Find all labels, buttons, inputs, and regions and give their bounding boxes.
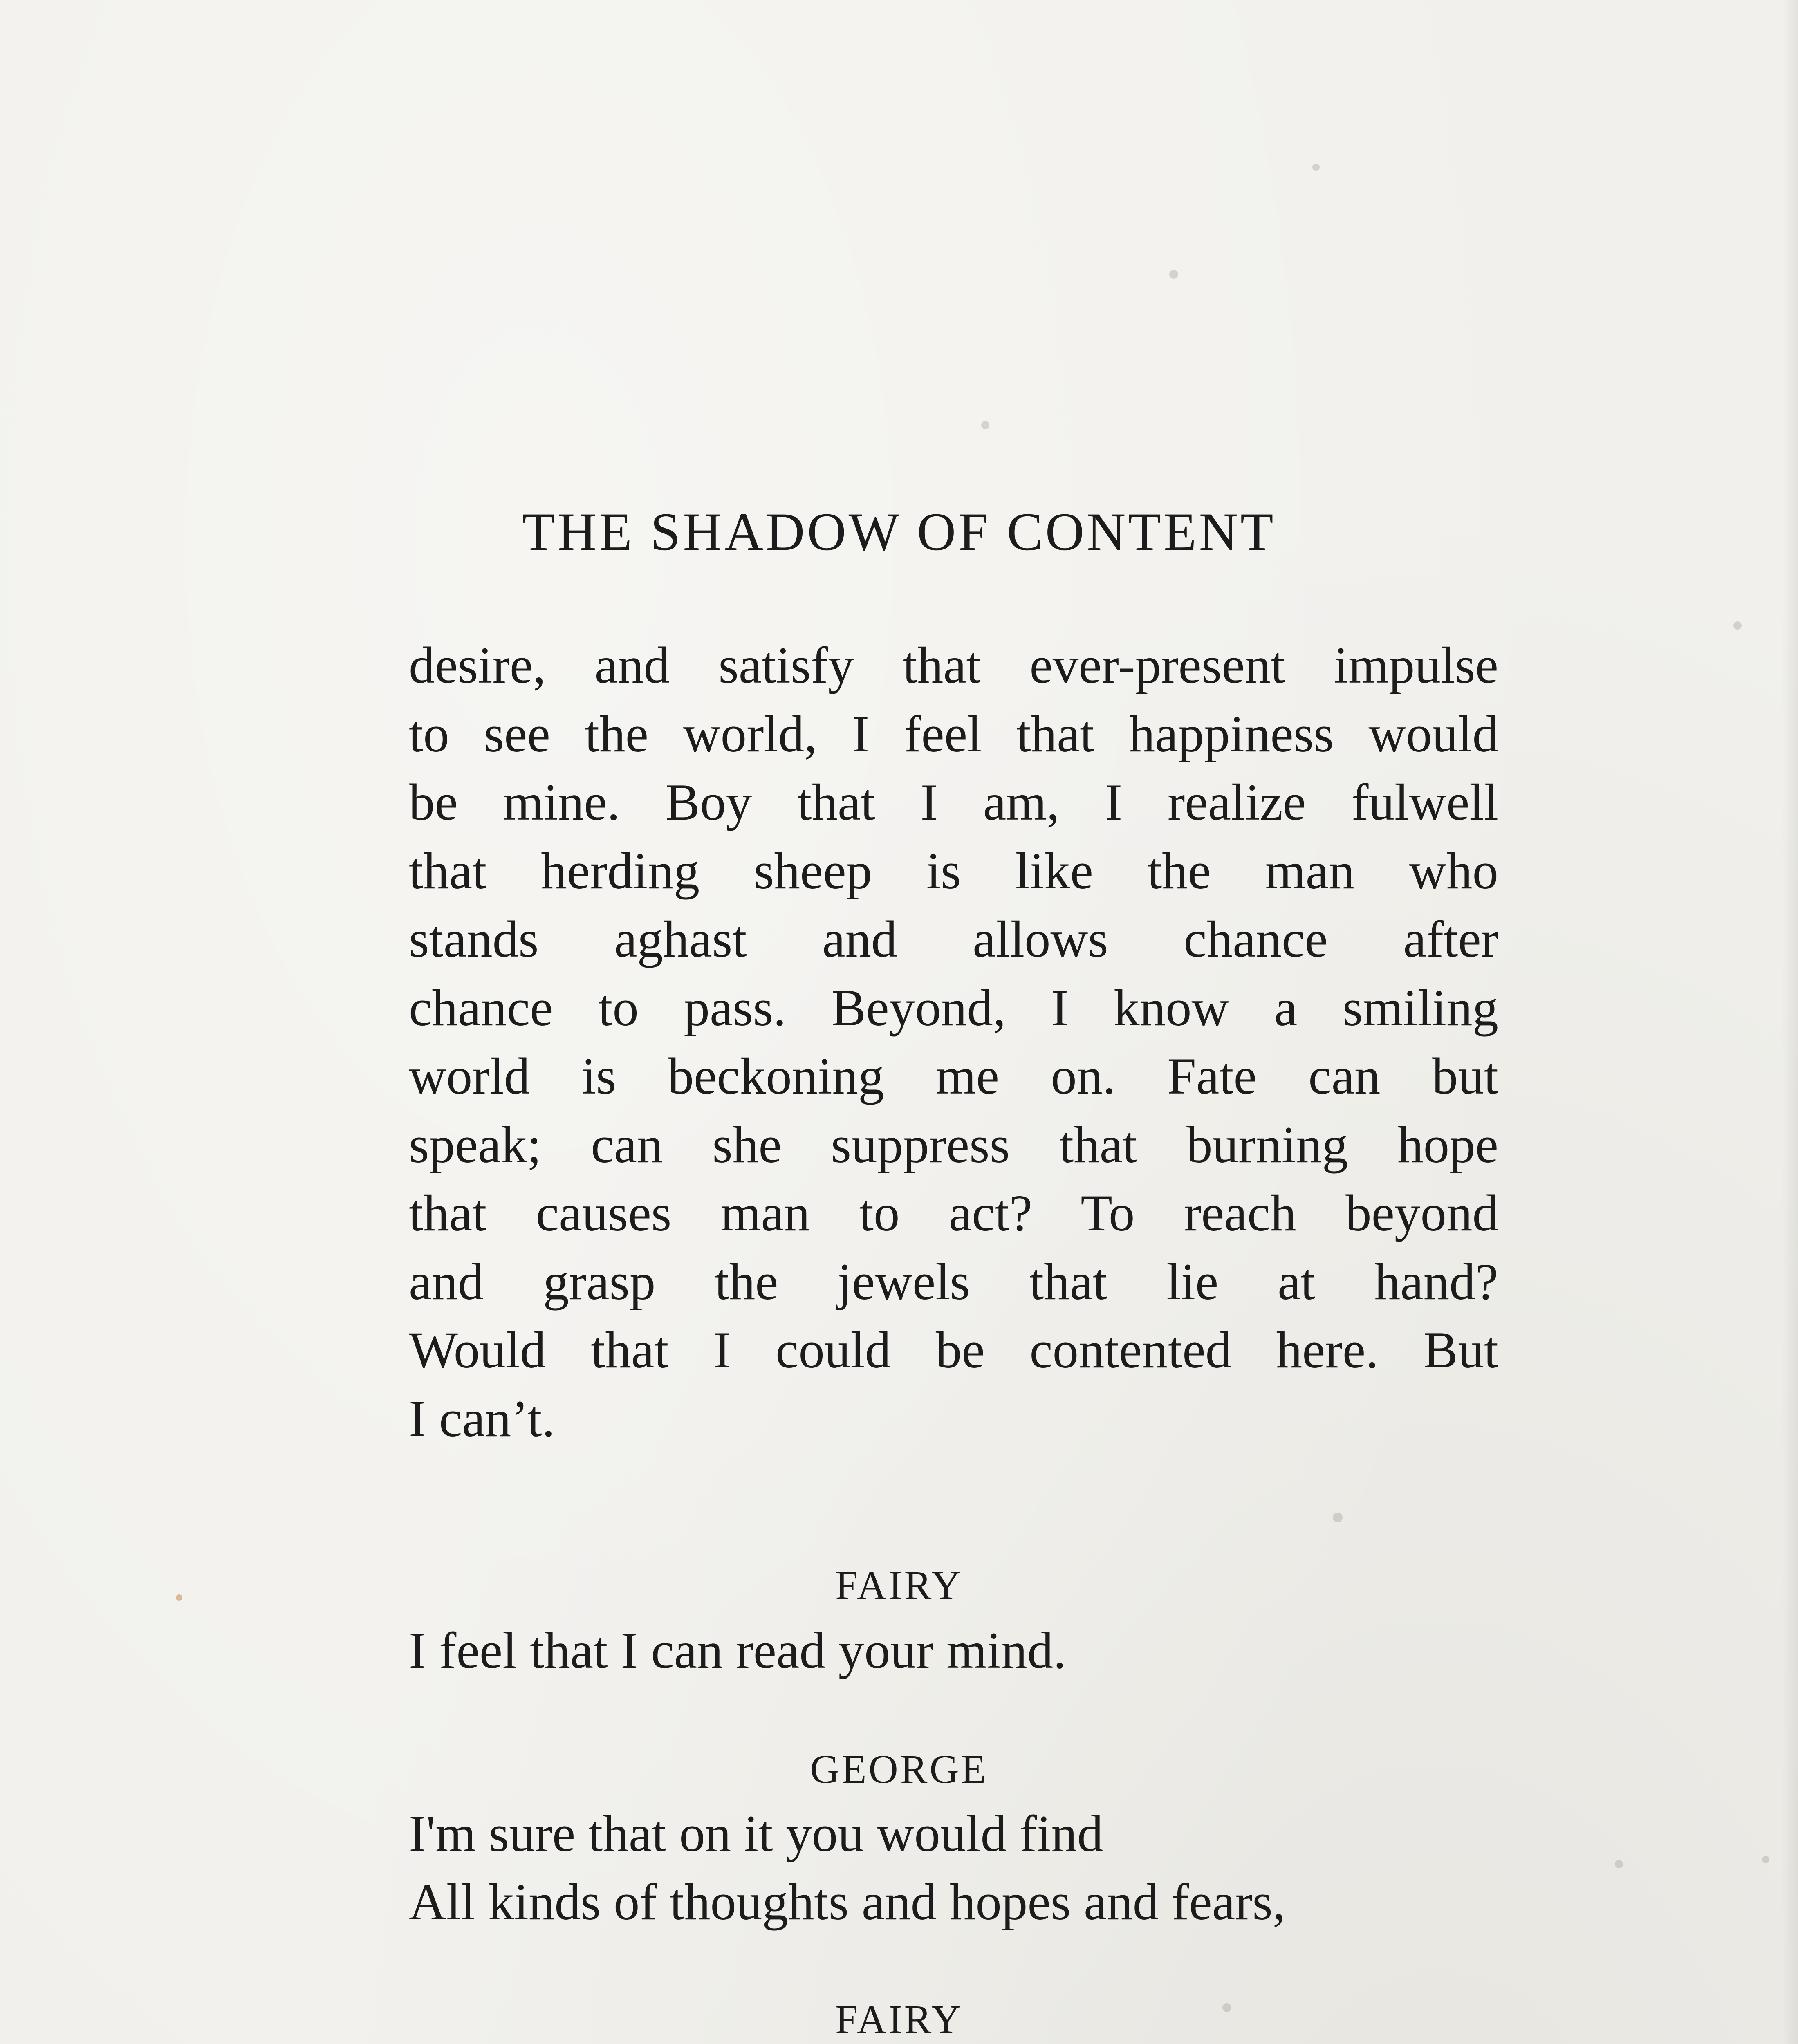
paper-speck <box>981 421 989 429</box>
body-text <box>409 632 1498 1453</box>
paragraph <box>409 632 1498 1453</box>
text-line: that herding sheep is like the man who <box>409 842 1498 900</box>
text-line: speak; can she suppress that burning hope <box>409 1116 1498 1174</box>
text-line: be mine. Boy that I am, I realize fulwell <box>409 774 1498 831</box>
page-edge-shadow <box>1782 0 1798 2044</box>
text-line: I can’t. <box>409 1390 555 1448</box>
paper-speck <box>1762 1856 1769 1863</box>
paper-speck <box>1615 1860 1623 1868</box>
dialogue-line: All kinds of thoughts and hopes and fears, <box>409 1874 1286 1931</box>
text-line: and grasp the jewels that lie at hand? <box>409 1253 1498 1311</box>
speaker-name-fairy: FAIRY <box>835 1997 963 2042</box>
text-line: Would that I could be contented here. But <box>409 1322 1498 1379</box>
text-line: chance to pass. Beyond, I know a smiling <box>409 979 1498 1037</box>
paper-speck <box>1333 1513 1343 1522</box>
text-line: that causes man to act? To reach beyond <box>409 1185 1498 1242</box>
running-head: THE SHADOW OF CONTENT <box>522 502 1276 562</box>
dialogue-line: I feel that I can read your mind. <box>409 1622 1066 1679</box>
text-line: desire, and satisfy that ever-present impulse <box>409 637 1498 694</box>
paper-speck <box>1733 621 1742 630</box>
speaker-name-fairy: FAIRY <box>835 1562 963 1608</box>
text-line: stands aghast and allows chance after <box>409 911 1498 968</box>
paper-speck <box>1312 164 1320 171</box>
dialogue-line: I'm sure that on it you would find <box>409 1805 1103 1862</box>
text-line: to see the world, I feel that happiness would <box>409 705 1498 763</box>
text-line: world is beckoning me on. Fate can but <box>409 1048 1498 1105</box>
speaker-name-george: GEORGE <box>810 1746 988 1792</box>
paper-speck <box>1169 270 1178 279</box>
